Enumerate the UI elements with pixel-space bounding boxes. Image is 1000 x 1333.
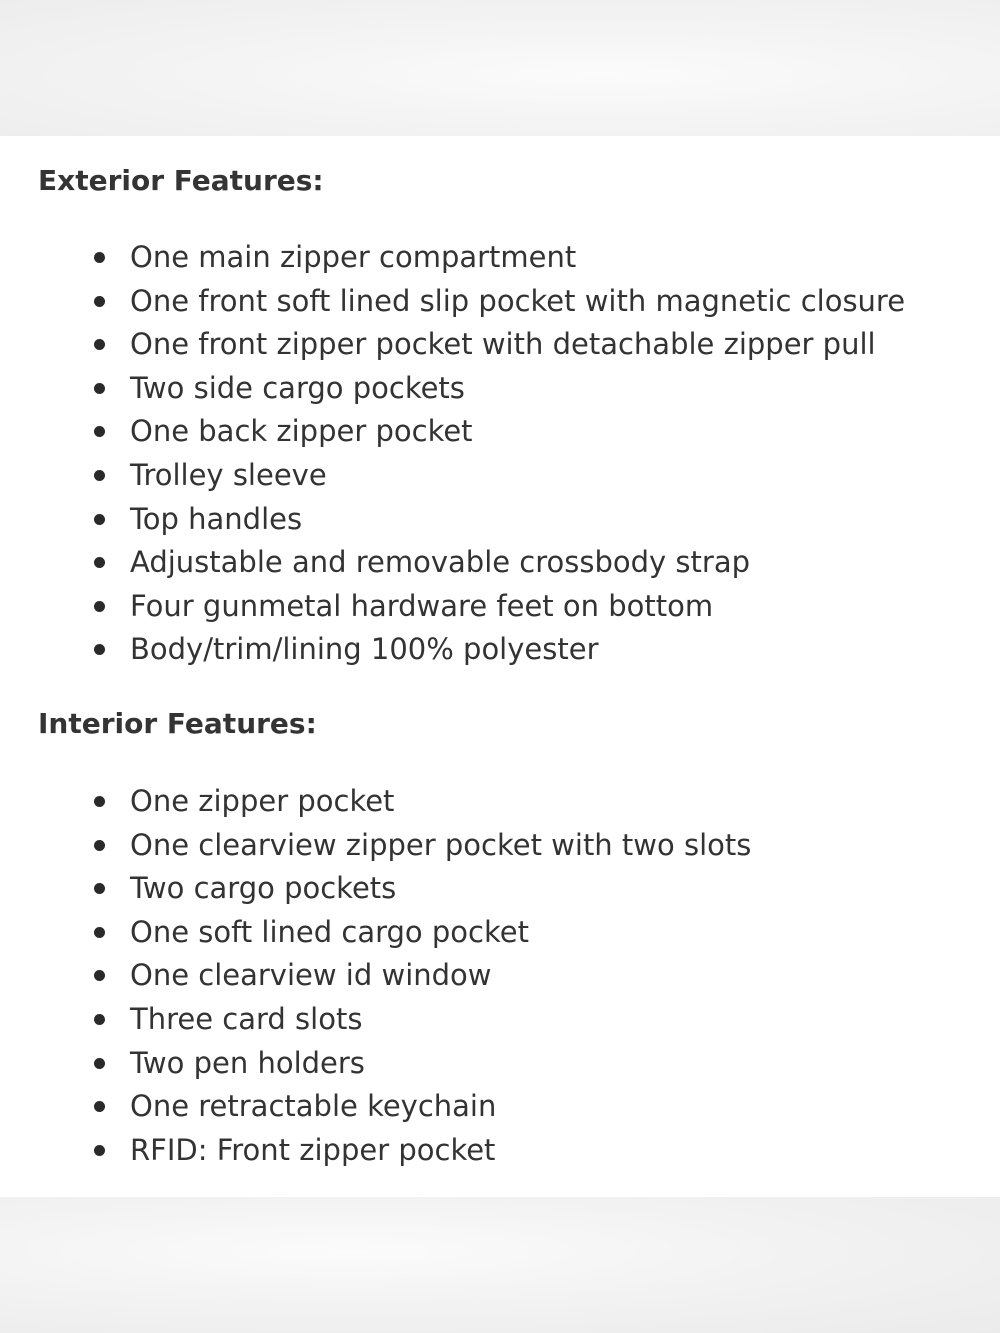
bullet-icon <box>94 339 105 350</box>
list-item-text: Trolley sleeve <box>130 457 327 492</box>
interior-features-list <box>0 780 1000 1172</box>
list-item <box>0 954 1000 998</box>
list-item <box>0 280 1000 324</box>
list-item-text: Two pen holders <box>130 1045 365 1080</box>
feature-content-panel <box>0 136 1000 1197</box>
list-item-text: One soft lined cargo pocket <box>130 914 529 949</box>
bullet-icon <box>94 252 105 263</box>
bullet-icon <box>94 1145 105 1156</box>
list-item <box>0 824 1000 868</box>
bullet-icon <box>94 1101 105 1112</box>
bullet-icon <box>94 514 105 525</box>
list-item-text: Adjustable and removable crossbody strap <box>130 545 751 580</box>
bullet-icon <box>94 883 105 894</box>
list-item <box>0 1085 1000 1129</box>
list-item-text: One retractable keychain <box>130 1089 497 1124</box>
bullet-icon <box>94 796 105 807</box>
interior-features-heading: Interior Features: <box>38 707 317 740</box>
exterior-features-list <box>0 236 1000 672</box>
list-item <box>0 367 1000 411</box>
list-item-text: Three card slots <box>130 1001 363 1036</box>
list-item <box>0 541 1000 585</box>
list-item-text: One clearview zipper pocket with two slots <box>130 827 752 862</box>
list-item <box>0 454 1000 498</box>
list-item <box>0 323 1000 367</box>
list-item-text: Four gunmetal hardware feet on bottom <box>130 588 714 623</box>
list-item-text: One main zipper compartment <box>130 240 577 274</box>
bullet-icon <box>94 1014 105 1025</box>
list-item-text: Two cargo pockets <box>130 871 397 906</box>
bottom-background-band <box>0 1197 1000 1333</box>
list-item <box>0 867 1000 911</box>
bullet-icon <box>94 601 105 612</box>
list-item <box>0 911 1000 955</box>
bullet-icon <box>94 970 105 981</box>
list-item-text: Two side cargo pockets <box>130 370 465 405</box>
list-item <box>0 998 1000 1042</box>
top-background-band <box>0 0 1000 136</box>
bullet-icon <box>94 470 105 481</box>
list-item-text: RFID: Front zipper pocket <box>130 1132 496 1167</box>
bullet-icon <box>94 1058 105 1069</box>
bullet-icon <box>94 840 105 851</box>
list-item <box>0 410 1000 454</box>
bullet-icon <box>94 383 105 394</box>
list-item <box>0 498 1000 542</box>
bullet-icon <box>94 296 105 307</box>
list-item-text: One back zipper pocket <box>130 414 473 449</box>
list-item-text: One zipper pocket <box>130 784 395 818</box>
list-item <box>0 1129 1000 1173</box>
list-item-text: One clearview id window <box>130 958 492 993</box>
list-item <box>0 585 1000 629</box>
list-item <box>0 236 1000 280</box>
list-item <box>0 628 1000 672</box>
bullet-icon <box>94 927 105 938</box>
list-item <box>0 1042 1000 1086</box>
list-item-text: One front zipper pocket with detachable zipper pull <box>130 327 876 362</box>
bullet-icon <box>94 426 105 437</box>
bullet-icon <box>94 557 105 568</box>
bullet-icon <box>94 644 105 655</box>
list-item-text: One front soft lined slip pocket with magnetic closure <box>130 283 906 318</box>
exterior-features-heading: Exterior Features: <box>38 164 324 197</box>
list-item-text: Top handles <box>130 501 303 536</box>
list-item-text: Body/trim/lining 100% polyester <box>130 632 599 667</box>
list-item <box>0 780 1000 824</box>
